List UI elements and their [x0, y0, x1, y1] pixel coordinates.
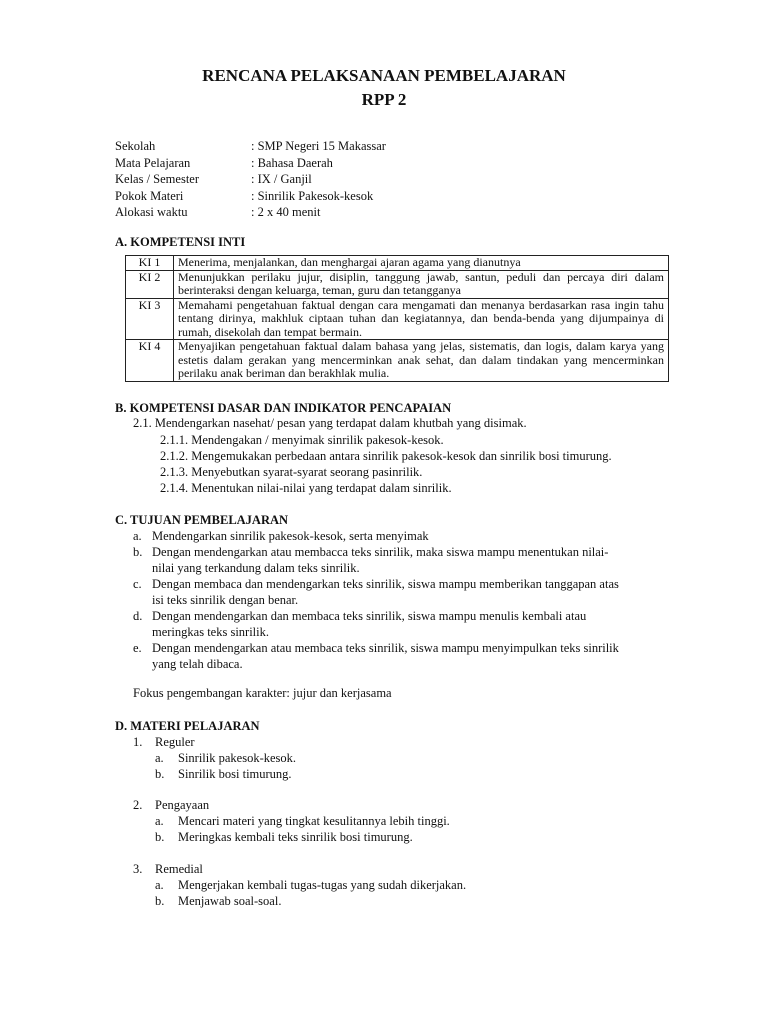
character-focus	[133, 685, 392, 701]
list-marker: e.	[133, 641, 142, 655]
list-item	[133, 544, 619, 576]
list-item-text: meringkas teks sinrilik.	[152, 625, 269, 639]
list-item-text: Dengan mendengarkan atau membaca teks sinrilik, siswa mampu menyimpulkan teks sinrilik	[152, 641, 619, 655]
identity-row-topic	[115, 188, 386, 205]
core-competence-table	[125, 255, 669, 382]
list-item: 2.1.1. Mendengakan / menyimak sinrilik pakesok-kesok.	[160, 433, 444, 447]
indicator-list	[160, 432, 612, 496]
list-marker: b.	[155, 767, 165, 781]
list-item-text: isi teks sinrilik dengan benar.	[152, 593, 299, 607]
character-focus-text: Fokus pengembangan karakter: jujur dan kerjasama	[133, 686, 392, 700]
identity-label: Sekolah	[115, 139, 156, 153]
section-b-body	[133, 415, 527, 431]
list-item-text: Mendengarkan sinrilik pakesok-kesok, serta menyimak	[152, 529, 429, 543]
list-marker: a.	[155, 878, 164, 892]
list-marker: d.	[133, 609, 143, 623]
list-item-text: Sinrilik bosi timurung.	[178, 767, 292, 781]
objective-list	[133, 528, 619, 672]
identity-label: Kelas / Semester	[115, 172, 200, 186]
list-item-text: Menjawab soal-soal.	[178, 894, 282, 908]
table-row	[126, 256, 669, 271]
material-group-remedial	[133, 861, 466, 909]
ki-text: Memahami pengetahuan faktual dengan cara mengamati dan menanya berdasarkan rasa ingin tahu tentang dirinya, makhluk ciptaan tuhan dan kegiatannya, dan benda-benda yang dijumpainya di rumah, disekolah dan tempat bermain.	[174, 298, 669, 340]
list-marker: 3.	[133, 862, 143, 876]
table-row	[126, 298, 669, 340]
list-item-text: Sinrilik pakesok-kesok.	[178, 751, 297, 765]
list-item	[133, 576, 619, 608]
identity-value: : SMP Negeri 15 Makassar	[251, 139, 386, 153]
identity-label: Alokasi waktu	[115, 205, 188, 219]
list-marker: a.	[133, 529, 142, 543]
list-item	[133, 750, 296, 766]
table-row	[126, 270, 669, 298]
material-group-title-row	[133, 797, 450, 813]
list-item	[133, 766, 296, 782]
material-group-title-row	[133, 861, 466, 877]
list-item	[133, 640, 619, 672]
list-item	[133, 877, 466, 893]
list-item: 2.1.2. Mengemukakan perbedaan antara sinrilik pakesok-kesok dan sinrilik bosi timurung.	[160, 449, 612, 463]
ki-text: Menerima, menjalankan, dan menghargai ajaran agama yang dianutnya	[174, 256, 669, 271]
section-a-heading: A. KOMPETENSI INTI	[115, 235, 246, 249]
identity-row-subject	[115, 155, 386, 172]
list-item-text: Dengan mendengarkan atau membacca teks sinrilik, maka siswa mampu menentukan nilai-	[152, 545, 609, 559]
list-item: 2.1.3. Menyebutkan syarat-syarat seorang pasinrilik.	[160, 465, 423, 479]
list-marker: a.	[155, 751, 164, 765]
material-group-title: Remedial	[155, 862, 203, 876]
identity-label: Mata Pelajaran	[115, 155, 191, 170]
section-c-heading: C. TUJUAN PEMBELAJARAN	[115, 513, 289, 527]
list-item-text: Dengan mendengarkan dan membaca teks sinrilik, siswa mampu menulis kembali atau	[152, 609, 587, 623]
identity-row-class	[115, 171, 386, 188]
section-b-heading: B. KOMPETENSI DASAR DAN INDIKATOR PENCAPAIAN	[115, 401, 452, 415]
table-row	[126, 340, 669, 382]
list-item	[133, 528, 619, 544]
list-item	[133, 608, 619, 640]
ki-code: KI 3	[126, 298, 174, 340]
ki-code: KI 1	[126, 256, 174, 271]
ki-code: KI 4	[126, 340, 174, 382]
list-item-text: yang telah dibaca.	[152, 657, 243, 671]
document-subtitle: RPP 2	[361, 90, 407, 109]
material-group-title: Pengayaan	[155, 798, 210, 812]
document-title: RENCANA PELAKSANAAN PEMBELAJARAN	[202, 66, 566, 85]
material-group-reguler	[133, 734, 296, 782]
basic-competence: 2.1. Mendengarkan nasehat/ pesan yang terdapat dalam khutbah yang disimak.	[133, 416, 527, 430]
list-marker: 1.	[133, 735, 143, 749]
identity-value: : Bahasa Daerah	[251, 155, 333, 170]
identity-value: : IX / Ganjil	[251, 172, 312, 186]
list-item-text: nilai yang terkandung dalam teks sinrilik.	[152, 561, 360, 575]
list-marker: b.	[133, 545, 143, 559]
material-group-pengayaan	[133, 797, 450, 845]
identity-row-school	[115, 138, 386, 155]
ki-text: Menunjukkan perilaku jujur, disiplin, tanggung jawab, santun, peduli dan percaya diri dalam berinteraksi dengan keluarga, teman, guru dan tetangganya	[174, 270, 669, 298]
list-item-text: Mengerjakan kembali tugas-tugas yang sudah dikerjakan.	[178, 878, 467, 892]
list-item-text: Meringkas kembali teks sinrilik bosi timurung.	[178, 830, 413, 844]
list-item	[133, 813, 450, 829]
identity-row-time	[115, 204, 386, 221]
list-marker: a.	[155, 814, 164, 828]
list-marker: b.	[155, 894, 165, 908]
ki-code: KI 2	[126, 270, 174, 298]
list-marker: c.	[133, 577, 142, 591]
list-item-text: Mencari materi yang tingkat kesulitannya lebih tinggi.	[178, 814, 450, 828]
identity-value: : Sinrilik Pakesok-kesok	[251, 188, 374, 203]
list-item	[133, 893, 466, 909]
list-marker: b.	[155, 830, 165, 844]
identity-value: : 2 x 40 menit	[251, 205, 321, 219]
section-d-heading: D. MATERI PELAJARAN	[115, 719, 260, 733]
identity-block	[115, 138, 386, 221]
list-item	[133, 829, 450, 845]
ki-text: Menyajikan pengetahuan faktual dalam bahasa yang jelas, sistematis, dan logis, dalam karya yang estetis dalam gerakan yang mencerminkan anak sehat, dan dalam tindakan yang mencerminkan perilaku anak beriman dan berakhlak mulia.	[174, 340, 669, 382]
list-item-text: Dengan membaca dan mendengarkan teks sinrilik, siswa mampu memberikan tanggapan atas	[152, 577, 619, 591]
material-group-title-row	[133, 734, 296, 750]
list-marker: 2.	[133, 798, 143, 812]
list-item: 2.1.4. Menentukan nilai-nilai yang terdapat dalam sinrilik.	[160, 481, 452, 495]
material-group-title: Reguler	[155, 735, 195, 749]
identity-label: Pokok Materi	[115, 188, 184, 203]
